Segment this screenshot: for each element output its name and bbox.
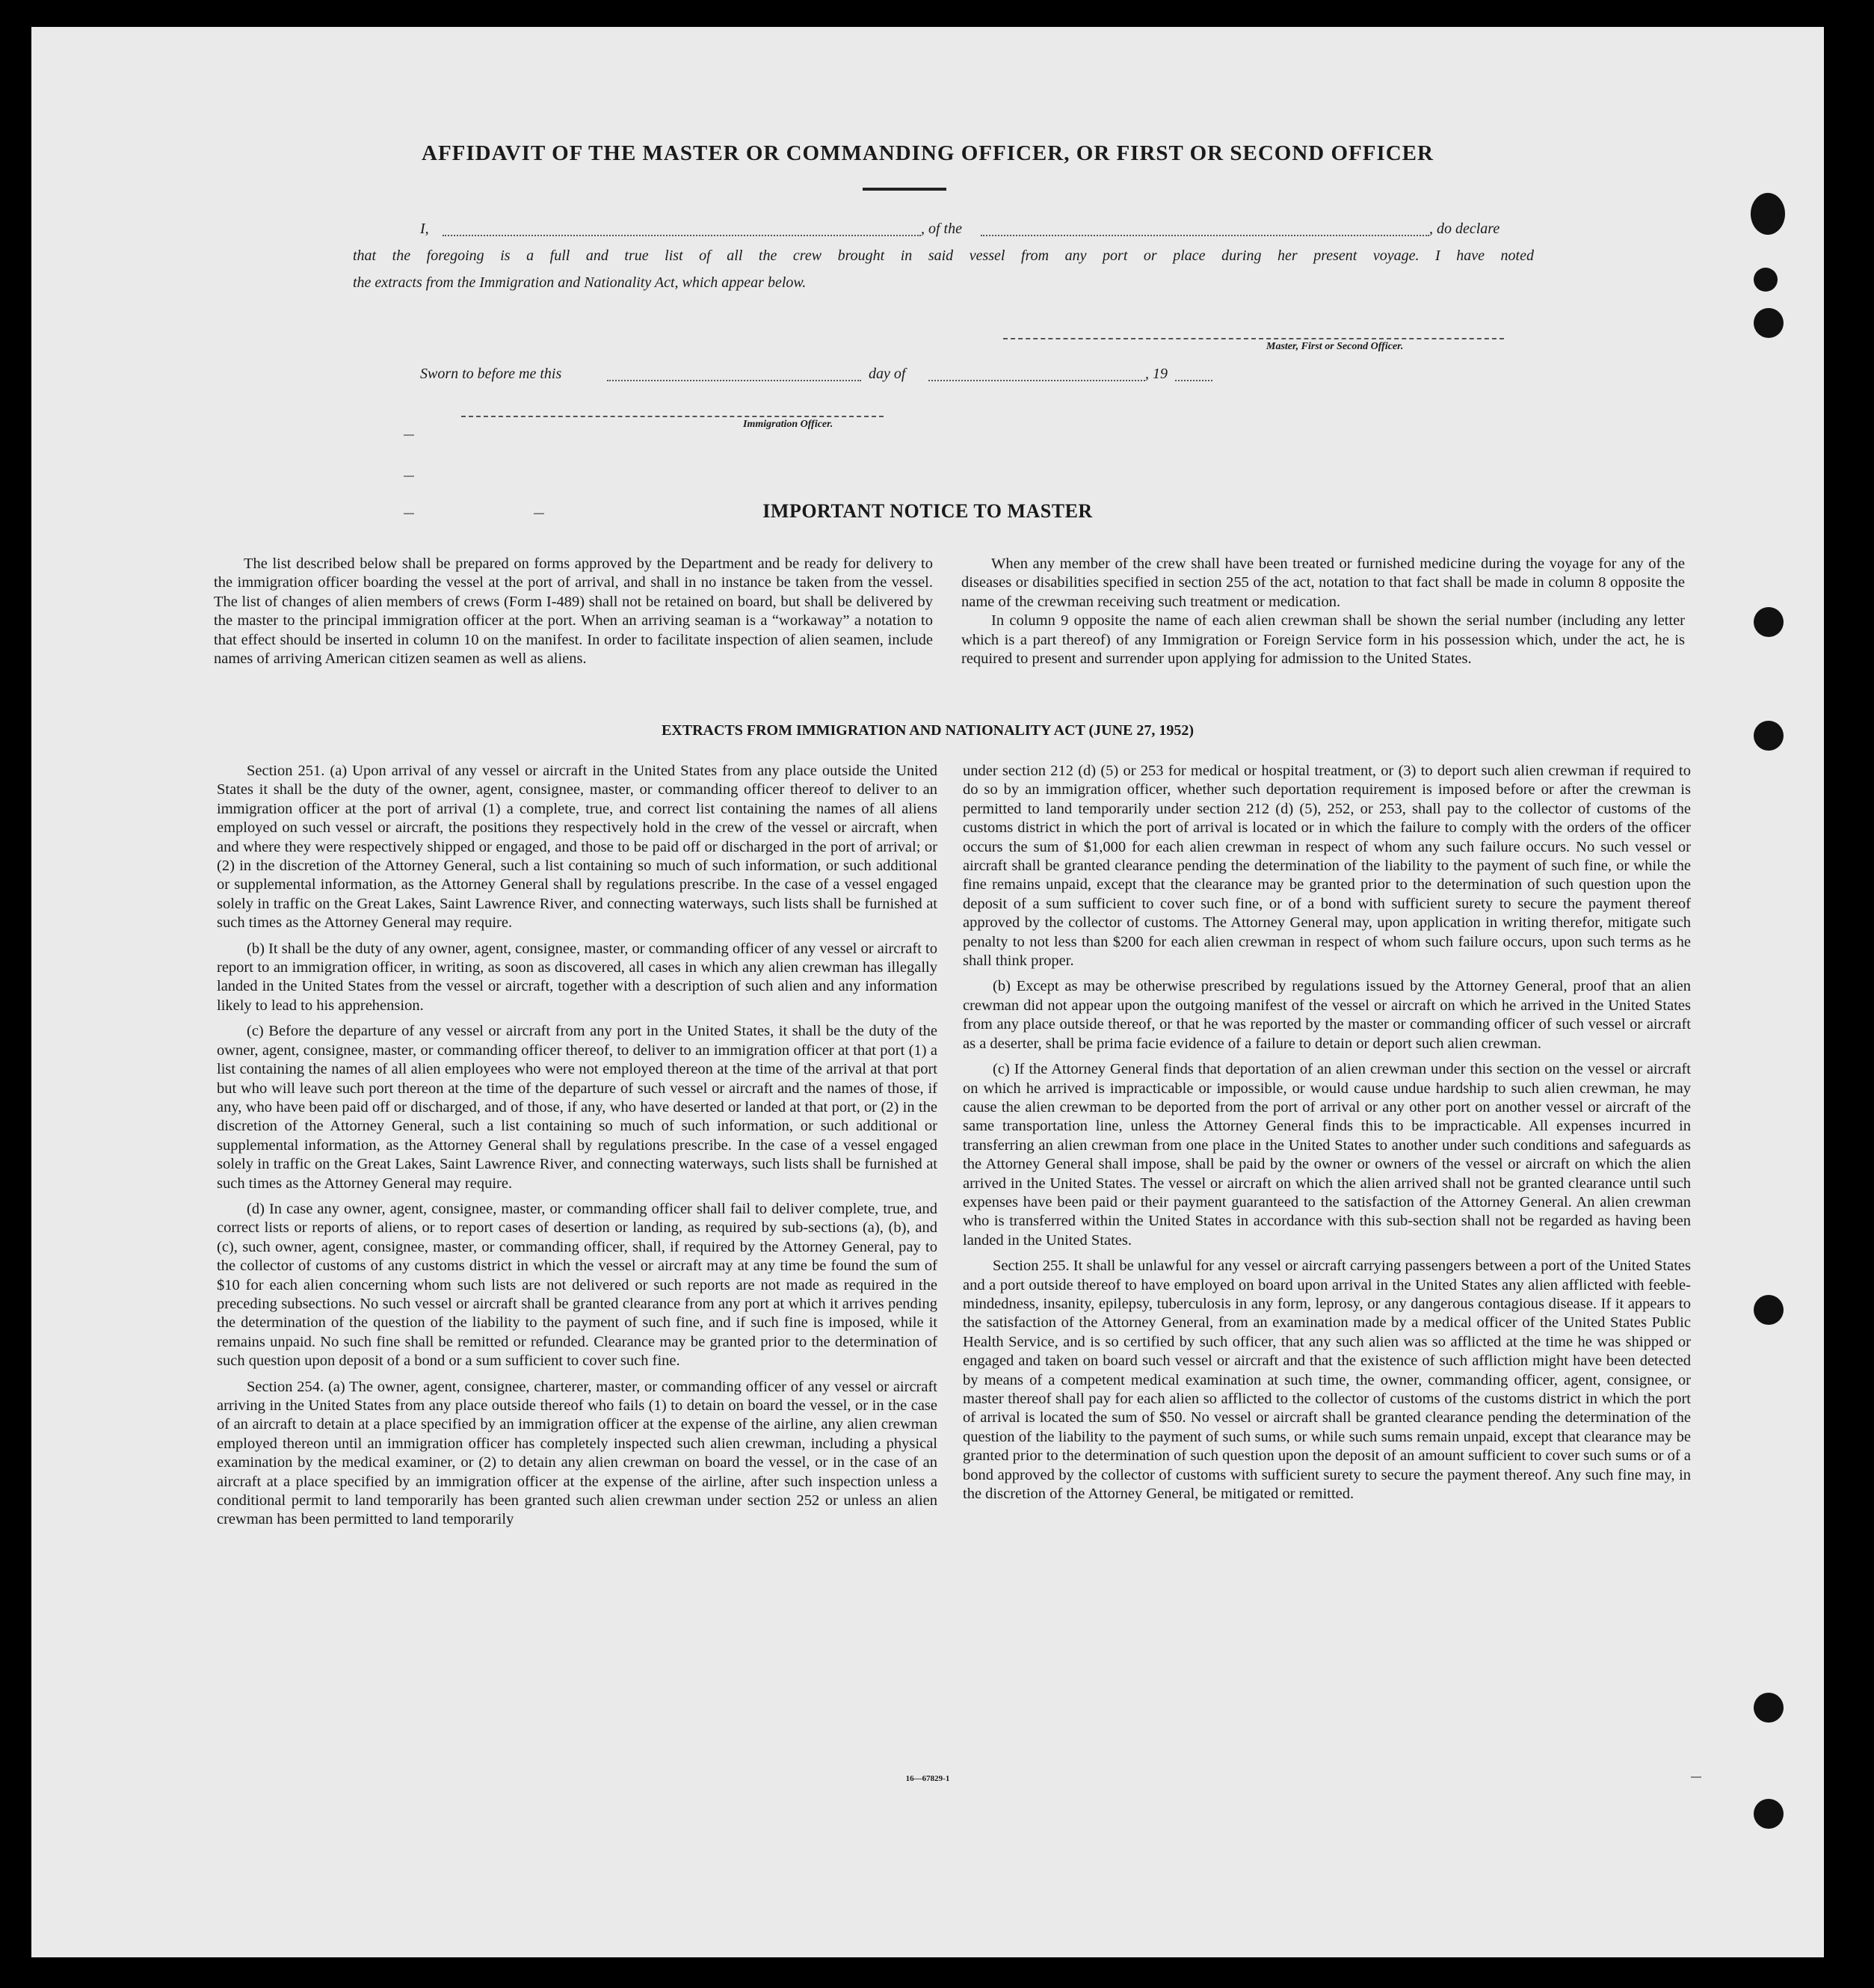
sworn-month-field[interactable] <box>928 366 1145 381</box>
affidavit-line-3: the extracts from the Immigration and Nationality Act, which appear below. <box>353 274 807 291</box>
sworn-day-field[interactable] <box>607 366 861 381</box>
notice-paragraph: When any member of the crew shall have been treated or furnished medicine during the voyage for any of the diseases or disabilities specified in section 255 of the act, notation to that fact shall be made in column 8 opposite the name of the crewman receiving such treatment or medication. <box>961 556 1685 610</box>
binder-hole <box>1754 1799 1784 1829</box>
form-number: 16—67829-1 <box>905 1774 950 1783</box>
do-declare-label: , do declare <box>1429 221 1500 237</box>
section-251a: Section 251. (a) Upon arrival of any vessel or aircraft in the United States from any place outside the United States it shall be the duty of the owner, agent, consignee, master, or commanding officer thereof to deliver to an immigration officer at the port of arrival (1) a complete, true, and correct list containing the names of all aliens employed on such vessel or aircraft, the positions they respectively hold in the crew of the vessel or aircraft, when and where they were respectively shipped or engaged, and those to be paid off or discharged in the port of arrival; or (2) in the discretion of the Attorney General, such a list containing so much of such information, or such additional or supplemental information, as the Attorney General shall by regulations prescribe. In the case of a vessel engaged solely in traffic on the Great Lakes, Saint Lawrence River, and connecting waterways, such lists shall be furnished at such times as the Attorney General may require. <box>217 763 937 932</box>
sworn-line <box>353 360 1534 387</box>
form-page <box>31 27 1824 1957</box>
declarant-name-field[interactable] <box>443 221 921 236</box>
extracts-title: EXTRACTS FROM IMMIGRATION AND NATIONALITY ACT (JUNE 27, 1952) <box>661 722 1195 739</box>
day-of-label: day of <box>869 366 906 382</box>
section-254b: (b) Except as may be otherwise prescribed by regulations issued by the Attorney General, proof that an alien crewman did not appear upon the outgoing manifest of the vessel or aircraft on which he arrived in the United States from any place outside thereof, or that he was reported by the master or commanding officer of such vessel or aircraft as a deserter, shall be prima facie evidence of a failure to detain or deport such alien crewman. <box>963 978 1691 1052</box>
section-255: Section 255. It shall be unlawful for any vessel or aircraft carrying passengers between a port of the United States and a port outside thereof to have employed on board upon arrival in the United States any alien afflicted with feeble-mindedness, insanity, epilepsy, tuberculosis in any form, leprosy, or any dangerous contagious disease. If it appears to the satisfaction of the Attorney General, from an examination made by a medical officer of the United States Public Health Service, and is so certified by such officer, that any such alien was so afflicted at the time he was shipped or engaged and taken on board such vessel or aircraft and that the existence of such affliction might have been detected by means of a competent medical examination at such time, the owner, commanding officer, agent, consignee, or master thereof shall pay for each alien so afflicted to the collector of customs of the customs district in which the port of arrival is located the sum of $50. No vessel or aircraft shall be granted clearance pending the determination of the question of the liability to the payment of such sums, or while such sums remain unpaid, except that clearance may be granted prior to the determination of such question upon the deposit of an amount sufficient to cover such sums or of a bond approved by the collector of customs with sufficient surety to secure the payment thereof. Any such fine may, in the discretion of the Attorney General, be mitigated or remitted. <box>963 1258 1691 1503</box>
affidavit-i-label: I, <box>420 221 429 237</box>
officer-signature-line[interactable] <box>461 414 884 417</box>
binder-hole <box>1754 1295 1784 1325</box>
section-254a: Section 254. (a) The owner, agent, consignee, charterer, master, or commanding officer of any vessel or aircraft arriving in the United States from any place outside thereof who fails (1) to detain on board the vessel, or in the case of an aircraft to detain at a place specified by an immigration officer at the expense of the airline, any alien crewman employed thereon until an immigration officer has completely inspected such alien crewman, including a physical examination by the medical examiner, or (2) to detain any alien crewman on board the vessel, or in the case of an aircraft at a place specified by an immigration officer at the expense of the airline, after such inspection unless a conditional permit to land temporarily has been granted such alien crewman under section 252 or unless an alien crewman has been permitted to land temporarily <box>217 1378 937 1528</box>
notice-right-column <box>961 555 1685 675</box>
sworn-label: Sworn to before me this <box>420 366 562 382</box>
binder-hole <box>1754 308 1784 338</box>
section-254c: (c) If the Attorney General finds that deportation of an alien crewman under this section on the vessel or aircraft on which he arrived is impracticable or impossible, or would cause undue hardship to such alien crewman, he may cause the alien crewman to be deported from the port of arrival or any other port on another vessel or aircraft of the same transportation line, unless the Attorney General finds this to be impracticable. All expenses incurred in transferring an alien crewman from one place in the United States to another under such conditions and safeguards as the Attorney General shall impose, shall be paid by the owner or owners of the vessel or aircraft on which the alien arrived in the United States. The vessel or aircraft on which the alien arrived shall not be granted clearance until such expenses have been paid or their payment guaranteed to the satisfaction of the Attorney General. An alien crewman who is transferred within the United States in accordance with this sub-section shall not be regarded as having been landed in the United States. <box>963 1061 1691 1249</box>
officer-caption: Immigration Officer. <box>743 419 833 430</box>
section-251c: (c) Before the departure of any vessel or aircraft from any port in the United States, it shall be the duty of the owner, agent, consignee, master, or commanding officer thereof, to deliver to an immigration officer at that port (1) a list containing the names of all alien employees who were not employed thereon at the time of the arrival at that port but who will leave such port thereon at the time of the departure of such vessel or aircraft and the names of those, if any, who have been paid off or discharged, and of those, if any, who have deserted or landed at that port, or (2) in the discretion of the Attorney General, such a list containing so much of such information, or such additional or supplemental information, as the Attorney General shall by regulations prescribe. In the case of a vessel engaged solely in traffic on the Great Lakes, Saint Lawrence River, and connecting waterways, such lists shall be furnished at such times as the Attorney General may require. <box>217 1023 937 1192</box>
year-label: , 19 <box>1145 366 1168 382</box>
binder-hole <box>1754 607 1784 637</box>
vessel-name-field[interactable] <box>981 221 1429 236</box>
binder-hole <box>1754 268 1778 292</box>
affidavit-line-2: that the foregoing is a full and true list of all the crew brought in said vessel from any port or place during her present voyage. I have noted <box>353 247 1534 264</box>
affidavit-declaration <box>353 215 1534 296</box>
of-the-label: , of the <box>921 221 962 237</box>
binder-hole <box>1751 193 1785 235</box>
binder-hole <box>1754 1693 1784 1723</box>
section-251d: (d) In case any owner, agent, consignee, master, or commanding officer shall fail to deliver complete, true, and correct lists or reports of aliens, or to report cases of desertion or landing, as required by sub-sections (a), (b), and (c), such owner, agent, consignee, master, or commanding officer, shall, if required by the Attorney General, pay to the collector of customs of any customs district in which the vessel or aircraft may at any time be found the sum of $10 for each alien concerning whom such lists are not delivered or such reports are not made as required in the preceding subsections. No such vessel or aircraft shall be granted clearance from any port at which it arrives pending the determination of the question of the liability to the payment of such fine, and if such fine is imposed, while it remains unpaid. No such fine shall be remitted or refunded. Clearance may be granted prior to the determination of such question upon deposit of a bond or a sum sufficient to cover such fine. <box>217 1200 937 1370</box>
section-254a-continued: under section 212 (d) (5) or 253 for medical or hospital treatment, or (3) to deport such alien crewman if required to do so by an immigration officer, whether such deportation requirement is imposed before or after the crewman is permitted to land temporarily under section 212 (d) (5), 252, or 253, shall pay to the collector of customs of the customs district in which the port of arrival is located or in which the failure to comply with the orders of the officer occurs the sum of $1,000 for each alien crewman in respect of whom any such failure occurs. No such vessel or aircraft shall be granted clearance pending the determination of the liability to the payment of such fine, or while the fine remains unpaid, except that the clearance may be granted prior to the determination of such question upon the deposit of a sum sufficient to cover such fine, or of a bond with sufficient surety to secure the payment thereof approved by the collector of customs. The Attorney General may, upon application in writing therefor, mitigate such penalty to not less than $200 for each alien crewman in respect of whom such failure occurs, upon such terms as he shall think proper. <box>963 763 1691 970</box>
master-caption: Master, First or Second Officer. <box>1266 341 1404 352</box>
extracts-left-column <box>217 762 937 1536</box>
notice-paragraph: In column 9 opposite the name of each alien crewman shall be shown the serial number (including any letter which is a part thereof) of any Immigration or Foreign Service form in his possession which, under the act, he is required to present and surrender upon applying for admission to the United States. <box>961 612 1685 668</box>
notice-left-column <box>214 555 933 675</box>
extracts-right-column <box>963 762 1691 1510</box>
section-251b: (b) It shall be the duty of any owner, agent, consignee, master, or commanding officer of any vessel or aircraft to report to an immigration officer, in writing, as soon as discovered, all cases in which any alien crewman has illegally landed in the United States from the vessel or aircraft, together with a description of such alien and any information likely to lead to his apprehension. <box>217 940 937 1014</box>
stray-mark <box>404 476 414 477</box>
notice-title: IMPORTANT NOTICE TO MASTER <box>762 500 1093 522</box>
affidavit-title: AFFIDAVIT OF THE MASTER OR COMMANDING OFFICER, OR FIRST OR SECOND OFFICER <box>422 141 1434 165</box>
title-rule <box>863 188 946 191</box>
master-signature-line[interactable] <box>1003 336 1504 339</box>
stray-mark <box>404 434 414 436</box>
notice-paragraph: The list described below shall be prepared on forms approved by the Department and be ready for delivery to the immigration officer boarding the vessel at the port of arrival, and shall in no instance be taken from the vessel. The list of changes of alien members of crews (Form I-489) shall not be retained on board, but shall be delivered by the master to the principal immigration officer at the port. When an arriving seaman is a “workaway” a notation to that effect should be inserted in column 10 on the manifest. In order to facilitate inspection of alien seamen, include names of arriving American citizen seamen as well as aliens. <box>214 556 933 668</box>
sworn-year-field[interactable] <box>1175 366 1212 381</box>
